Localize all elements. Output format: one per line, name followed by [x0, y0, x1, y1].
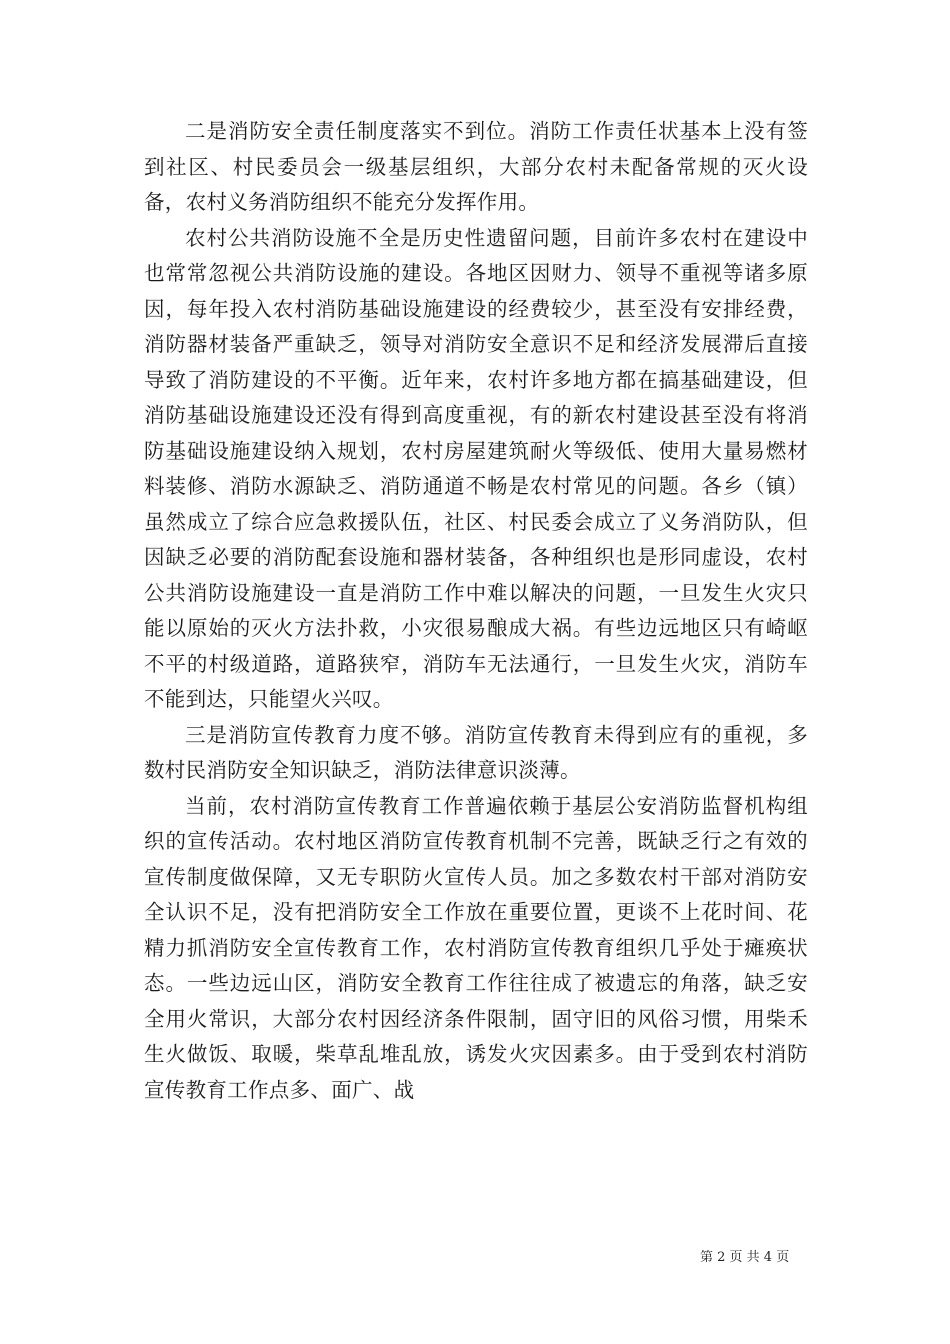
document-body [144, 114, 808, 1108]
paragraph-4: 当前，农村消防宣传教育工作普遍依赖于基层公安消防监督机构组织的宣传活动。农村地区消防宣传教育机制不完善，既缺乏行之有效的宣传制度做保障，又无专职防火宣传人员。加之多数农村干部对消防安全认识不足，没有把消防安全工作放在重要位置，更谈不上花时间、花精力抓消防安全宣传教育工作，农村消防宣传教育组织几乎处于瘫痪状态。一些边远山区，消防安全教育工作往往成了被遗忘的角落，缺乏安全用火常识，大部分农村因经济条件限制，固守旧的风俗习惯，用柴禾生火做饭、取暖，柴草乱堆乱放，诱发火灾因素多。由于受到农村消防宣传教育工作点多、面广、战 [144, 793, 808, 1102]
page-number-footer: 第 2 页 共 4 页 [700, 1250, 790, 1265]
paragraph-2: 农村公共消防设施不全是历史性遗留问题，目前许多农村在建设中也常常忽视公共消防设施的建设。各地区因财力、领导不重视等诸多原因，每年投入农村消防基础设施建设的经费较少，甚至没有安排经费，消防器材装备严重缺乏，领导对消防安全意识不足和经济发展滞后直接导致了消防建设的不平衡。近年来，农村许多地方都在搞基础建设，但消防基础设施建设还没有得到高度重视，有的新农村建设甚至没有将消防基础设施建设纳入规划，农村房屋建筑耐火等级低、使用大量易燃材料装修、消防水源缺乏、消防通道不畅是农村常见的问题。各乡（镇）虽然成立了综合应急救援队伍，社区、村民委会成立了义务消防队，但因缺乏必要的消防配套设施和器材装备，各种组织也是形同虚设，农村公共消防设施建设一直是消防工作中难以解决的问题，一旦发生火灾只能以原始的灭火方法扑救，小灾很易酿成大祸。有些边远地区只有崎岖不平的村级道路，道路狭窄，消防车无法通行，一旦发生火灾，消防车不能到达，只能望火兴叹。 [144, 225, 808, 711]
paragraph-1: 二是消防安全责任制度落实不到位。消防工作责任状基本上没有签到社区、村民委员会一级基层组织，大部分农村未配备常规的灭火设备，农村义务消防组织不能充分发挥作用。 [144, 119, 808, 214]
paragraph-3: 三是消防宣传教育力度不够。消防宣传教育未得到应有的重视，多数村民消防安全知识缺乏，消防法律意识淡薄。 [144, 722, 808, 782]
